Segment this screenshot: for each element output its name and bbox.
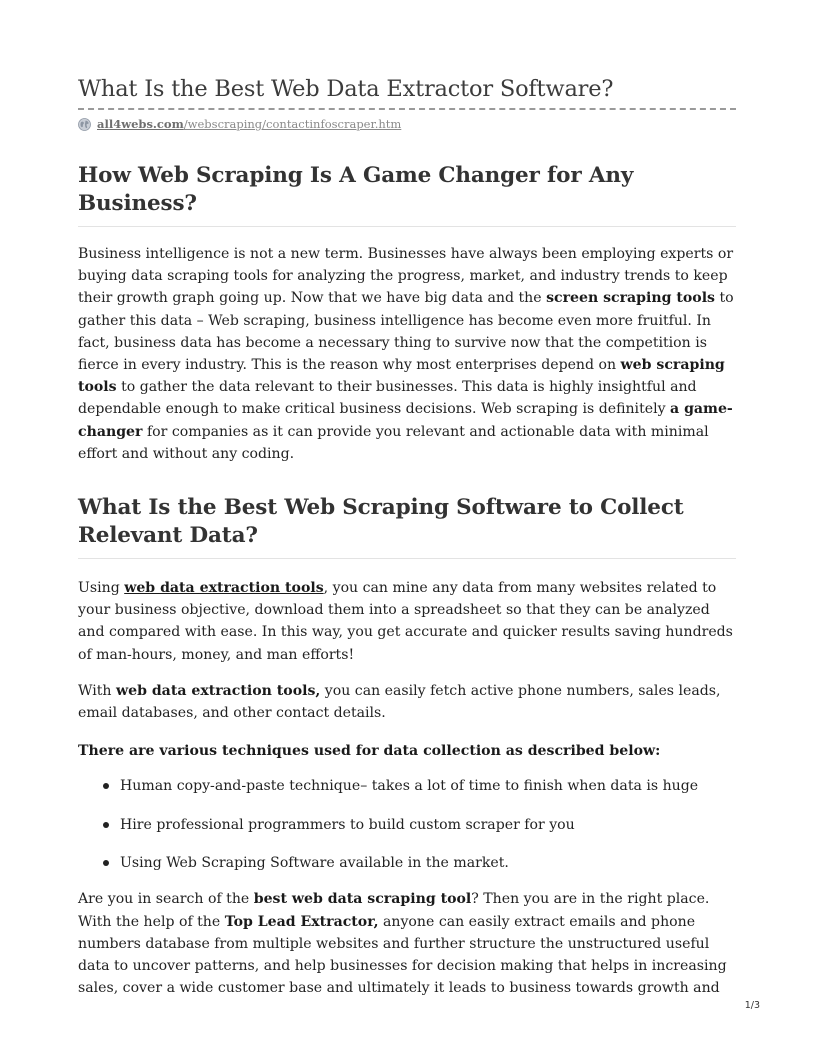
title-divider (78, 108, 736, 110)
bold-top-lead-extractor: Top Lead Extractor, (224, 913, 379, 930)
bold-screen-scraping-tools: screen scraping tools (546, 290, 715, 307)
list-item: Hire professional programmers to build custom scraper for you (120, 814, 736, 836)
source-url[interactable] (78, 116, 736, 132)
list-item: Using Web Scraping Software available in the market. (120, 852, 736, 874)
bold-web-data-extraction-tools: web data extraction tools, (115, 682, 321, 699)
section-heading-best-software: What Is the Best Web Scraping Software to Collect Relevant Data? (78, 494, 736, 559)
techniques-list (78, 775, 736, 874)
page-number: 1/3 (744, 1000, 760, 1011)
source-domain-link[interactable]: all4webs.com (97, 117, 184, 131)
paragraph-using-tools: Using web data extraction tools, you can mine any data from many websites related to your business objective, download them into a spreadsheet so that they can be analyzed and compared with ease. In this way, you get accurate and quicker results saving hundreds of man-hours, money, and man efforts! (78, 580, 733, 663)
techniques-heading: There are various techniques used for data collection as described below: (78, 743, 661, 760)
source-path-link[interactable]: /webscraping/contactinfoscraper.htm (183, 117, 402, 131)
bold-game-changer: a game-changer (78, 401, 733, 440)
bullet-icon (103, 783, 109, 789)
document-title: What Is the Best Web Data Extractor Software? (78, 76, 614, 102)
link-web-data-extraction-tools[interactable]: web data extraction tools (124, 580, 324, 597)
bold-best-web-data-scraping-tool: best web data scraping tool (253, 891, 472, 908)
list-item: Human copy-and-paste technique– takes a lot of time to finish when data is huge (120, 775, 736, 797)
bold-web-scraping-tools: web scraping tools (78, 357, 725, 396)
section-heading-game-changer: How Web Scraping Is A Game Changer for Any Business? (78, 162, 736, 227)
paragraph-top-lead-extractor: Are you in search of the best web data scraping tool? Then you are in the right place. With the help of the Top Lead Extractor, anyone can easily extract emails and phone numbers database from multiple websites and further structure the unstructured useful data to uncover patterns, and help businesses for decision making that helps in increasing sales, cover a wide customer base and ultimately it leads to business towards growth and (78, 891, 727, 997)
paragraph-business-intelligence: Business intelligence is not a new term. Businesses have always been employing experts or buying data scraping tools for analyzing the progress, market, and industry trends to keep their growth graph going up. Now that we have big data and the screen scraping tools to gather this data – Web scraping, business intelligence has become even more fruitful. In fact, business data has become a necessary thing to survive now that the competition is fierce in every industry. This is the reason why most enterprises depend on web scraping tools to gather the data relevant to their businesses. This data is highly insightful and dependable enough to make critical business decisions. Web scraping is definitely a game-changer for companies as it can provide you relevant and actionable data with minimal effort and without any coding. (78, 246, 734, 462)
bullet-icon (103, 822, 109, 828)
bullet-icon (103, 860, 109, 866)
document-page (78, 74, 736, 999)
globe-icon (78, 118, 91, 131)
paragraph-with-tools: With web data extraction tools, you can easily fetch active phone numbers, sales leads, email databases, and other contact details. (78, 682, 721, 722)
